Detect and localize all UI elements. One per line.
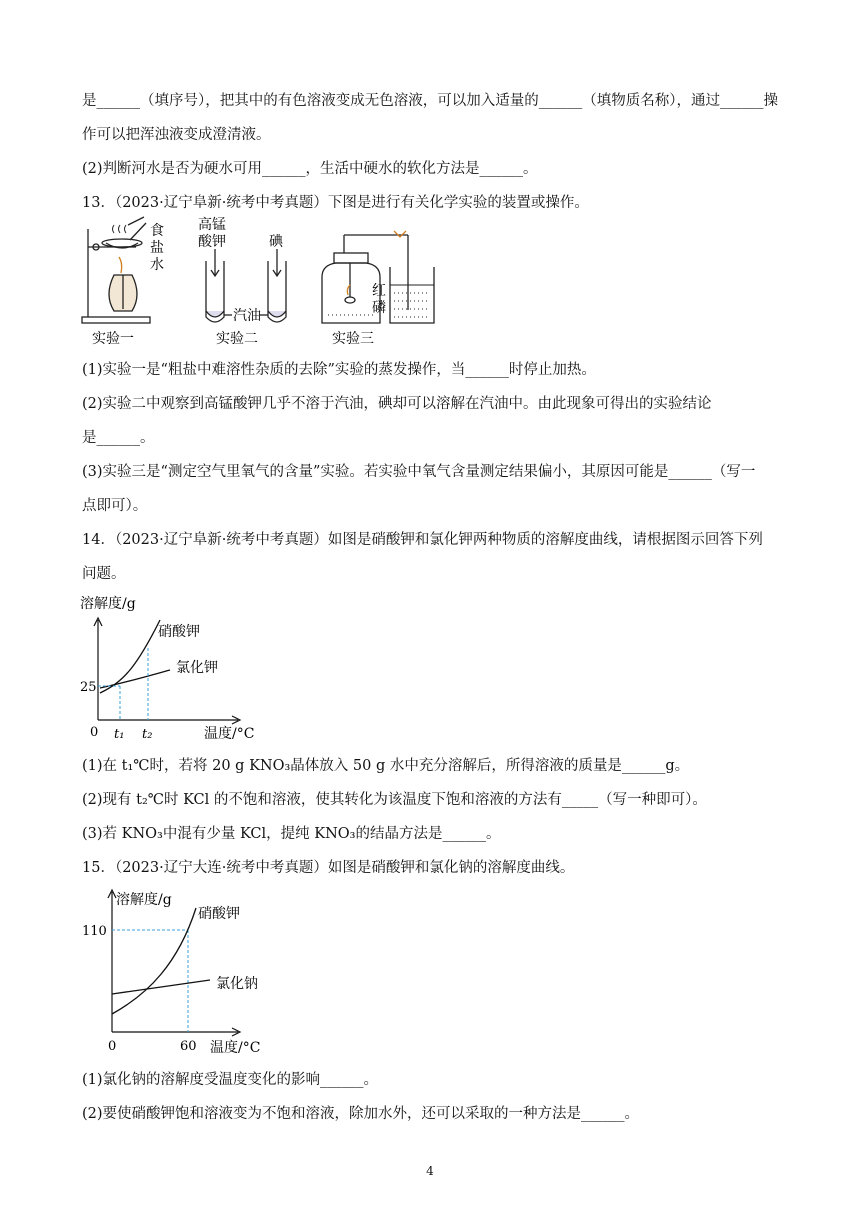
text-line: (1)氯化钠的溶解度受温度变化的影响______。 <box>82 1072 379 1088</box>
text-line: (1)在 t₁℃时，若将 20 g KNO₃晶体放入 50 g 水中充分溶解后，所得溶液的质量是______g。 <box>82 758 690 774</box>
question-15-heading: 15．（2023·辽宁大连·统考中考真题）如图是硝酸钾和氯化钠的溶解度曲线。 <box>82 860 575 876</box>
exp1-label: 实验一 <box>92 331 134 347</box>
exp3-side-label: 磷 <box>372 300 386 316</box>
chart14-xlabel: 温度/°C <box>204 726 255 742</box>
chart-15-solubility <box>78 884 288 1060</box>
text-line: (1)实验一是“粗盐中难溶性杂质的去除”实验的蒸发操作，当______时停止加热。 <box>82 362 596 378</box>
chart15-series-label: 氯化钠 <box>216 976 258 992</box>
text-line: (3)实验三是“测定空气里氧气的含量”实验。若实验中氧气含量测定结果偏小，其原因可能是______（写一 <box>82 464 756 480</box>
exp1-side-label: 水 <box>150 257 164 273</box>
text-line: (2)现有 t₂℃时 KCl 的不饱和溶液，使其转化为该温度下饱和溶液的方法有_____（写一种即可）。 <box>82 792 707 808</box>
text-line: 作可以把浑浊液变成澄清液。 <box>82 127 271 143</box>
chart-14-solubility <box>78 590 288 750</box>
chart15-series-label: 硝酸钾 <box>198 906 240 922</box>
chart15-x-tick: 60 <box>180 1039 197 1054</box>
exp3-label: 实验三 <box>332 331 374 347</box>
text-line: 是______（填序号），把其中的有色溶液变成无色溶液，可以加入适量的______（填物质名称），通过______操 <box>82 93 778 109</box>
exp1-side-label: 食 <box>150 223 164 239</box>
text-line: 是______。 <box>82 430 155 446</box>
chart14-x-tick: t₂ <box>142 727 153 742</box>
text-line: 问题。 <box>82 566 126 582</box>
exp1-side-label: 盐 <box>150 240 164 256</box>
experiment-apparatus-figure <box>78 215 438 350</box>
text-line: (2)判断河水是否为硬水可用______，生活中硬水的软化方法是______。 <box>82 161 538 177</box>
series-kno3-line <box>112 908 196 1014</box>
exp2-iodine-label: 碘 <box>269 234 283 250</box>
exp2-label: 实验二 <box>216 331 258 347</box>
chart14-ylabel: 溶解度/g <box>80 596 136 612</box>
series-kcl-line <box>100 670 170 688</box>
text-line: 点即可）。 <box>82 498 148 514</box>
chart14-y-tick: 25 <box>80 680 97 695</box>
chart15-y-tick: 110 <box>82 924 107 939</box>
exp1-evaporation-setup <box>82 217 150 323</box>
exp2-kmno4-label: 酸钾 <box>198 234 226 250</box>
chart14-x-tick: t₁ <box>114 727 125 742</box>
text-line: (3)若 KNO₃中混有少量 KCl，提纯 KNO₃的结晶方法是______。 <box>82 826 501 842</box>
chart15-origin: 0 <box>108 1039 117 1054</box>
page-number: 4 <box>426 1164 434 1178</box>
exp3-side-label: 红 <box>372 283 386 299</box>
text-line: (2)要使硝酸钾饱和溶液变为不饱和溶液，除加水外，还可以采取的一种方法是______。 <box>82 1106 640 1122</box>
chart14-series-label: 氯化钾 <box>176 660 218 676</box>
exp2-oil-label: 汽油 <box>233 308 261 324</box>
chart14-series-label: 硝酸钾 <box>158 624 200 640</box>
series-kno3-line <box>100 620 160 693</box>
chart15-ylabel: 溶解度/g <box>116 892 172 908</box>
series-nacl-line <box>112 980 210 994</box>
question-14-heading: 14．（2023·辽宁阜新·统考中考真题）如图是硝酸钾和氯化钾两种物质的溶解度曲线，请根据图示回答下列 <box>82 532 763 548</box>
text-line: (2)实验二中观察到高锰酸钾几乎不溶于汽油，碘却可以溶解在汽油中。由此现象可得出的实验结论 <box>82 396 712 412</box>
chart14-origin: 0 <box>90 725 99 740</box>
chart15-xlabel: 温度/°C <box>210 1040 261 1056</box>
question-13-heading: 13．（2023·辽宁阜新·统考中考真题）下图是进行有关化学实验的装置或操作。 <box>82 195 589 211</box>
exp2-kmno4-label: 高锰 <box>198 217 226 233</box>
